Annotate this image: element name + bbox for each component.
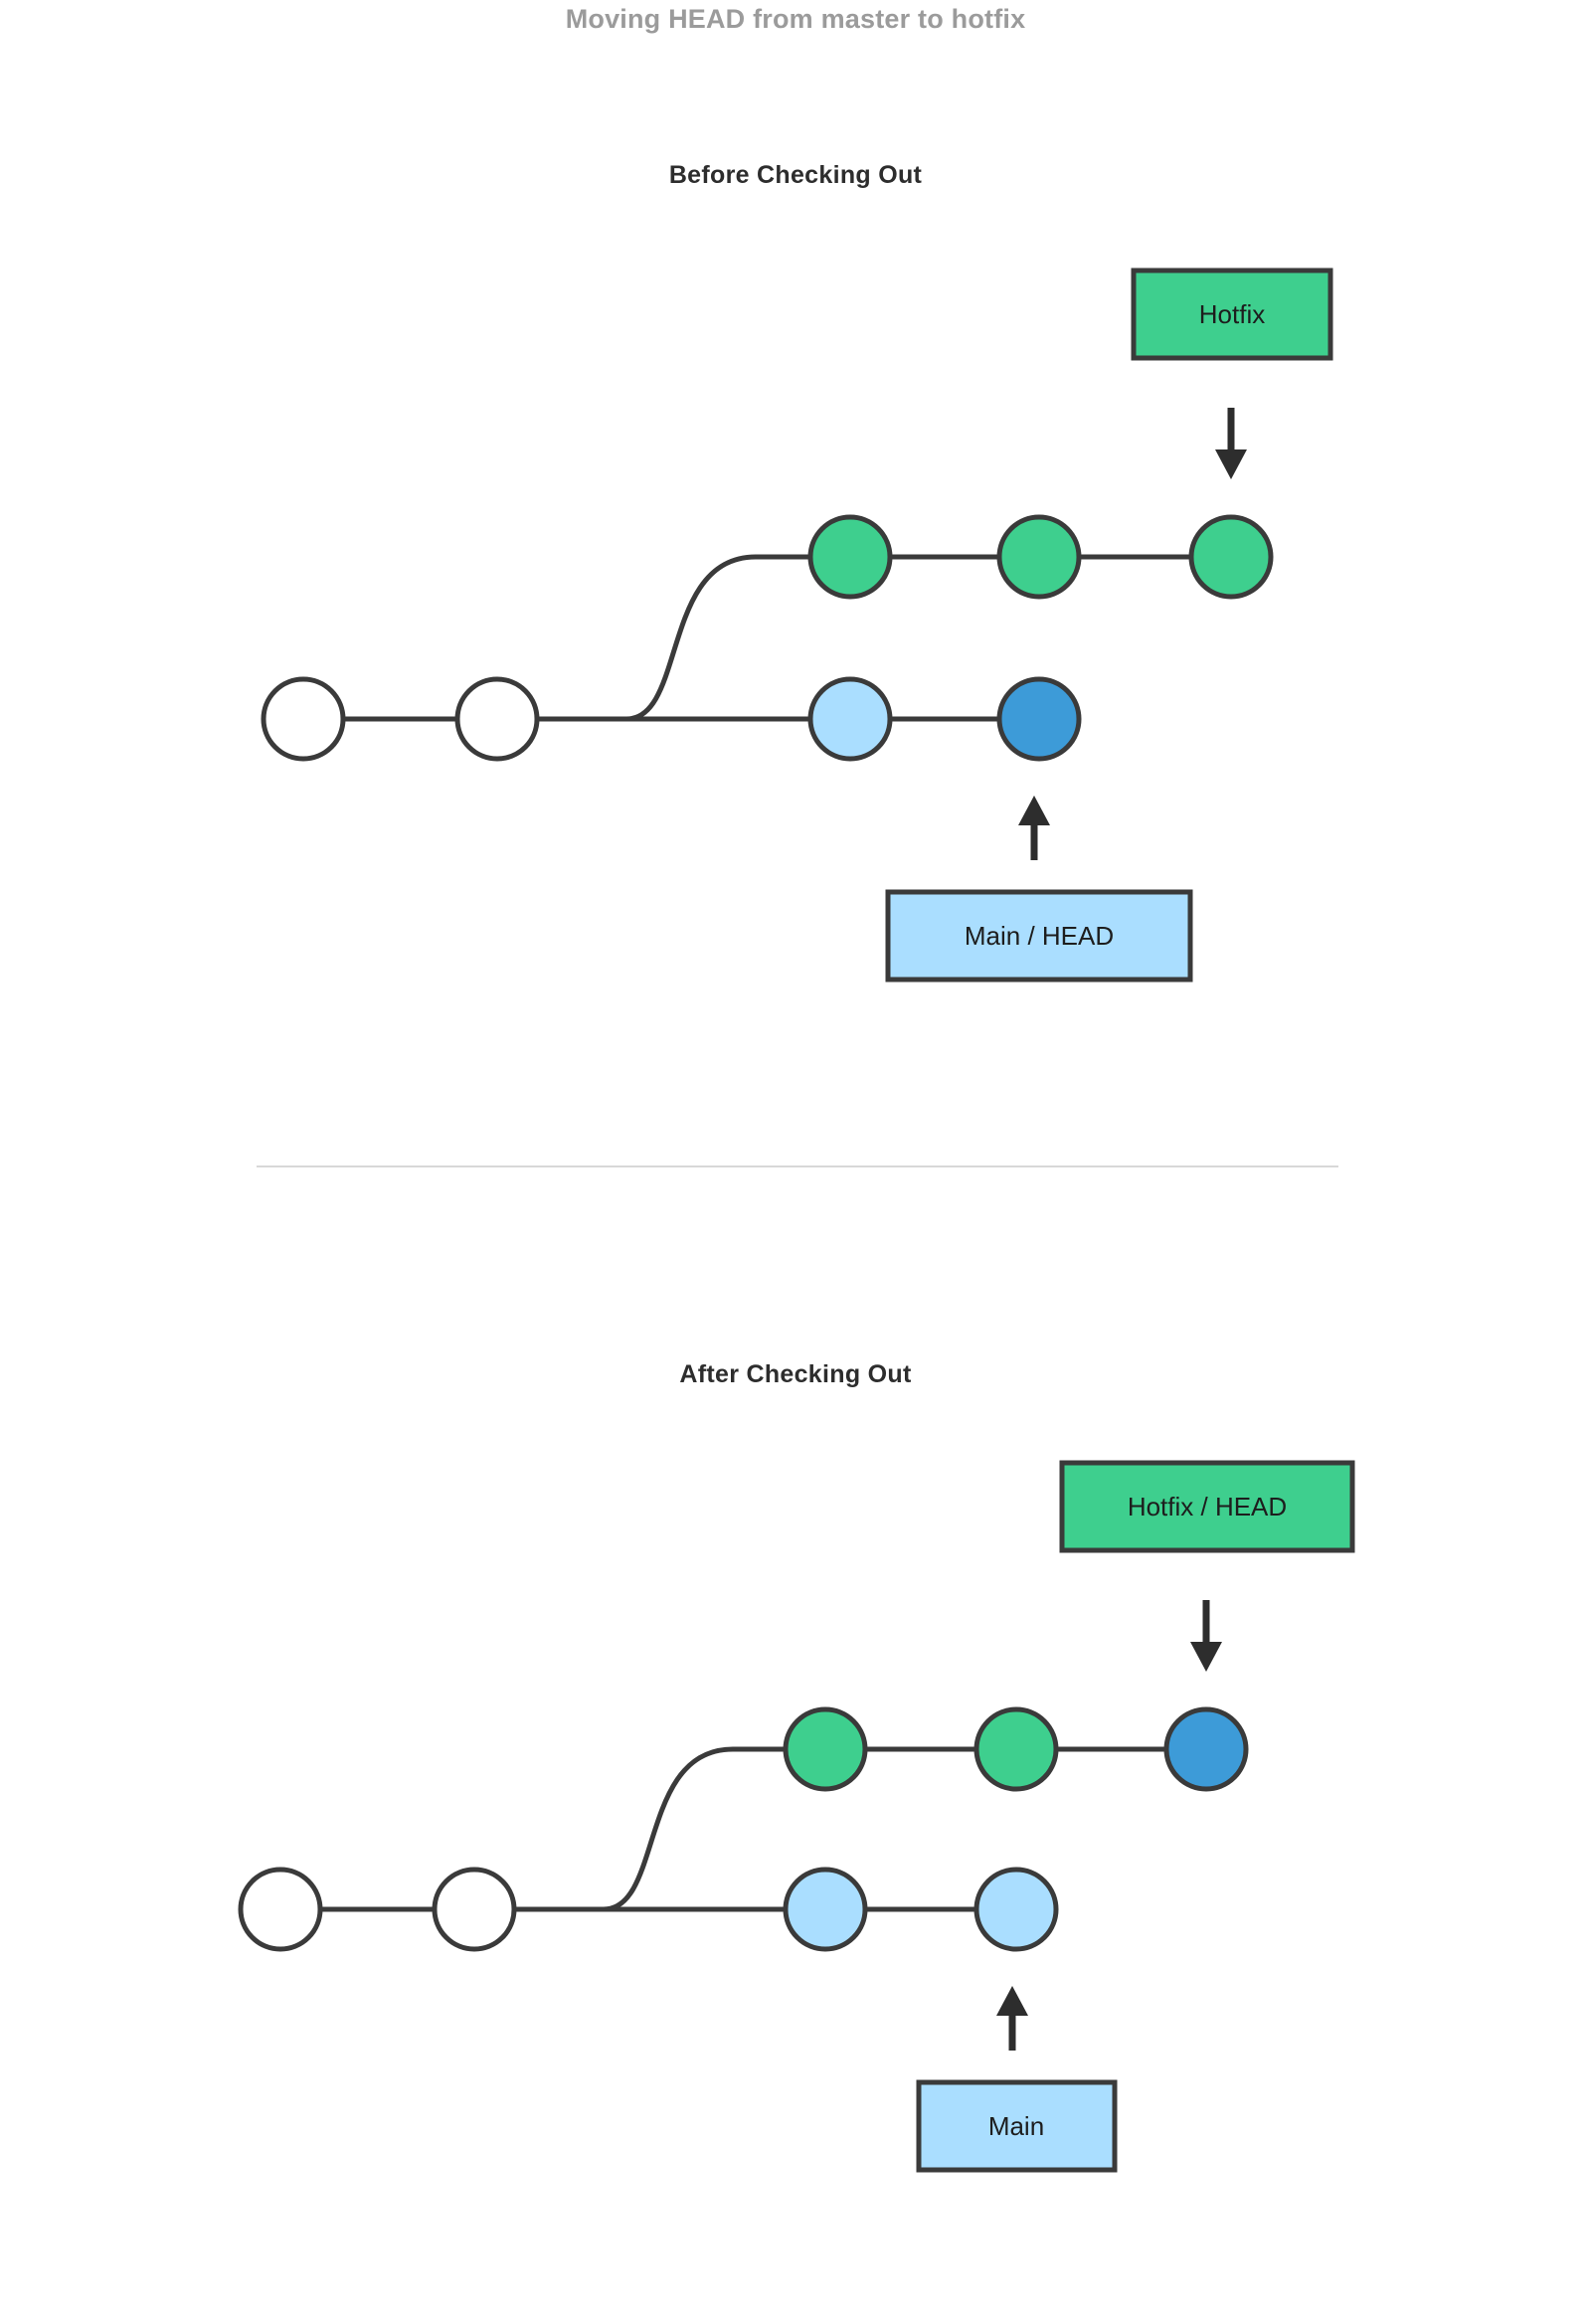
commit-base-1: [241, 1870, 320, 1949]
commit-main-2-head: [999, 679, 1079, 759]
diagram-after: [0, 1199, 1591, 2293]
panel-title-before: Before Checking Out: [668, 161, 923, 189]
page-title: Moving HEAD from master to hotfix: [565, 4, 1026, 34]
panel-title-after: After Checking Out: [679, 1360, 912, 1388]
commit-hotfix-1: [810, 517, 890, 597]
main-arrow-head-icon: [1018, 796, 1050, 825]
commit-hotfix-2: [999, 517, 1079, 597]
commit-hotfix-1: [786, 1709, 865, 1789]
edge-branch-curve: [604, 1749, 733, 1909]
commit-main-2: [976, 1870, 1056, 1949]
commit-base-2: [457, 679, 537, 759]
hotfix-arrow-head-icon: [1190, 1642, 1222, 1672]
main-label-text: Main: [987, 2110, 1045, 2141]
hotfix-label-text: Hotfix / HEAD: [1127, 1491, 1288, 1521]
commit-main-1: [810, 679, 890, 759]
commit-base-2: [435, 1870, 514, 1949]
hotfix-arrow-head-icon: [1215, 449, 1247, 479]
commit-hotfix-2: [976, 1709, 1056, 1789]
commit-base-1: [264, 679, 343, 759]
commit-hotfix-3-head: [1166, 1709, 1246, 1789]
diagram-before: [0, 0, 1591, 1094]
main-label-text: Main / HEAD: [964, 920, 1115, 951]
edge-branch-curve: [626, 557, 756, 719]
hotfix-label-text: Hotfix: [1198, 298, 1266, 329]
commit-main-1: [786, 1870, 865, 1949]
section-divider: [257, 1165, 1338, 1167]
main-arrow-head-icon: [996, 1986, 1028, 2016]
commit-hotfix-3: [1191, 517, 1271, 597]
